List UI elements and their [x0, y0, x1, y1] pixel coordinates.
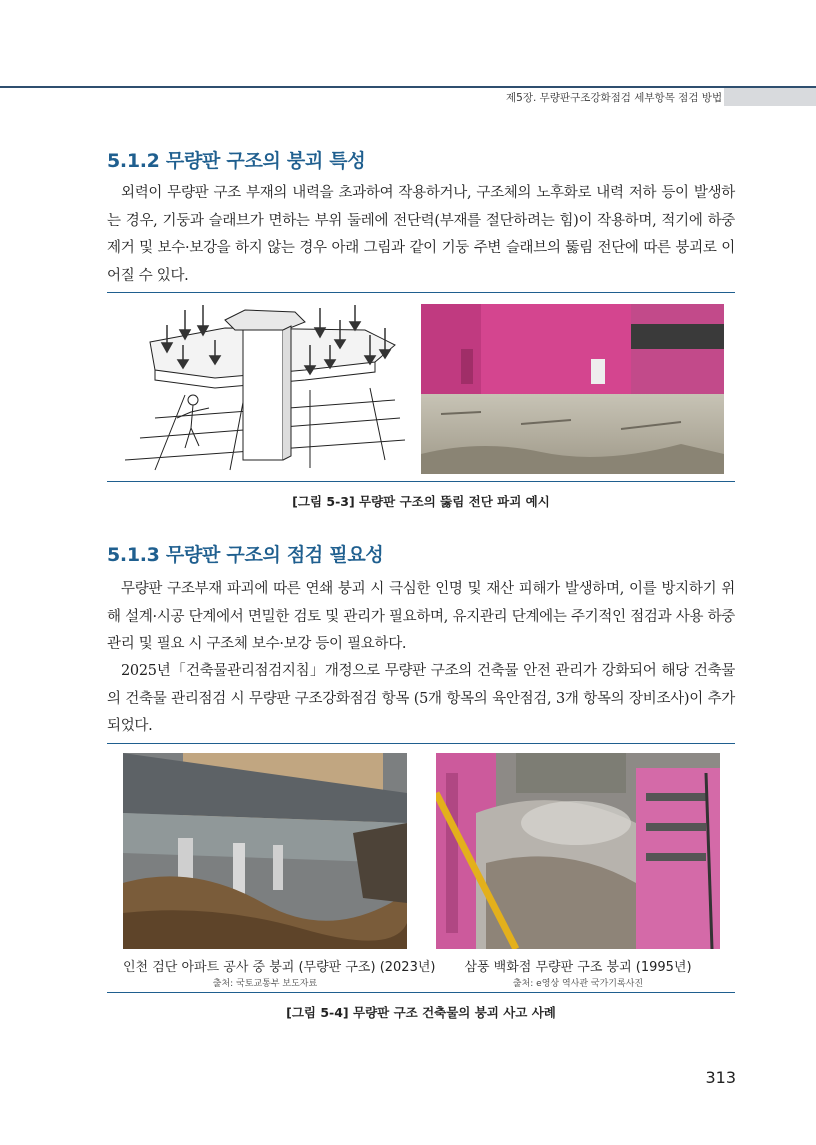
paragraph-512: 외력이 무량판 구조 부재의 내력을 초과하여 작용하거나, 구조체의 노후화로 내력 저하 등이 발생하는 경우, 기둥과 슬래브가 면하는 부위 둘레에 전단력(부재를 절단하려는 힘)이 작용하며, 적기에 하중 제거 및 보수·보강을 하지 않는 경우 아래 그림과 같이 기둥 주변 슬래브의 뚫림 전단에 따른 붕괴로 이어질 수 있다. — [107, 185, 735, 284]
page-number: 313 — [705, 1068, 736, 1087]
left-photo-label: 인천 검단 아파트 공사 중 붕괴 (무량판 구조) (2023년) — [123, 960, 436, 975]
punching-shear-diagram — [125, 300, 410, 472]
figure-5-4-top-rule — [107, 743, 735, 744]
figure-5-4-caption: [그림 5-4] 무량판 구조 건축물의 붕괴 사고 사례 — [286, 1005, 556, 1020]
figure-5-4-bottom-rule — [107, 992, 735, 993]
section-title-513: 5.1.3 무량판 구조의 점검 필요성 — [107, 544, 384, 566]
right-photo-label: 삼풍 백화점 무량판 구조 붕괴 (1995년) — [464, 960, 692, 975]
figure-bottom-rule — [107, 481, 735, 482]
figure-top-rule — [107, 292, 735, 293]
chapter-header — [470, 88, 816, 106]
header-bar — [724, 88, 816, 106]
right-photo-source: 출처: e영상 역사관 국가기록사진 — [512, 979, 644, 989]
chapter-title: 제5장. 무량판구조강화점검 세부항목 점검 방법 — [506, 91, 723, 104]
sampoong-collapse-photo — [436, 753, 720, 949]
left-photo-source: 출처: 국토교통부 보도자료 — [212, 979, 318, 989]
figure-5-3-caption: [그림 5-3] 무량판 구조의 뚫림 전단 파괴 예시 — [292, 494, 550, 509]
geomdan-collapse-photo — [123, 753, 407, 949]
section-title-512: 5.1.2 무량판 구조의 붕괴 특성 — [107, 150, 366, 172]
paragraph-513-1: 무량판 구조부재 파괴에 따른 연쇄 붕괴 시 극심한 인명 및 재산 피해가 발생하며, 이를 방지하기 위해 설계·시공 단계에서 면밀한 검토 및 관리가 필요하며, 유지관리 단계에는 주기적인 점검과 사용 하중 관리 및 필요 시 구조체 보수·보강 등이 필요하다. — [107, 581, 735, 652]
paragraph-513-2: 2025년「건축물관리점검지침」개정으로 무량판 구조의 건축물 안전 관리가 강화되어 해당 건축물의 건축물 관리점검 시 무량판 구조강화점검 항목 (5개 항목의 육안점검, 3개 항목의 장비조사)이 추가되었다. — [107, 663, 735, 734]
collapsed-slab-photo — [421, 304, 724, 474]
